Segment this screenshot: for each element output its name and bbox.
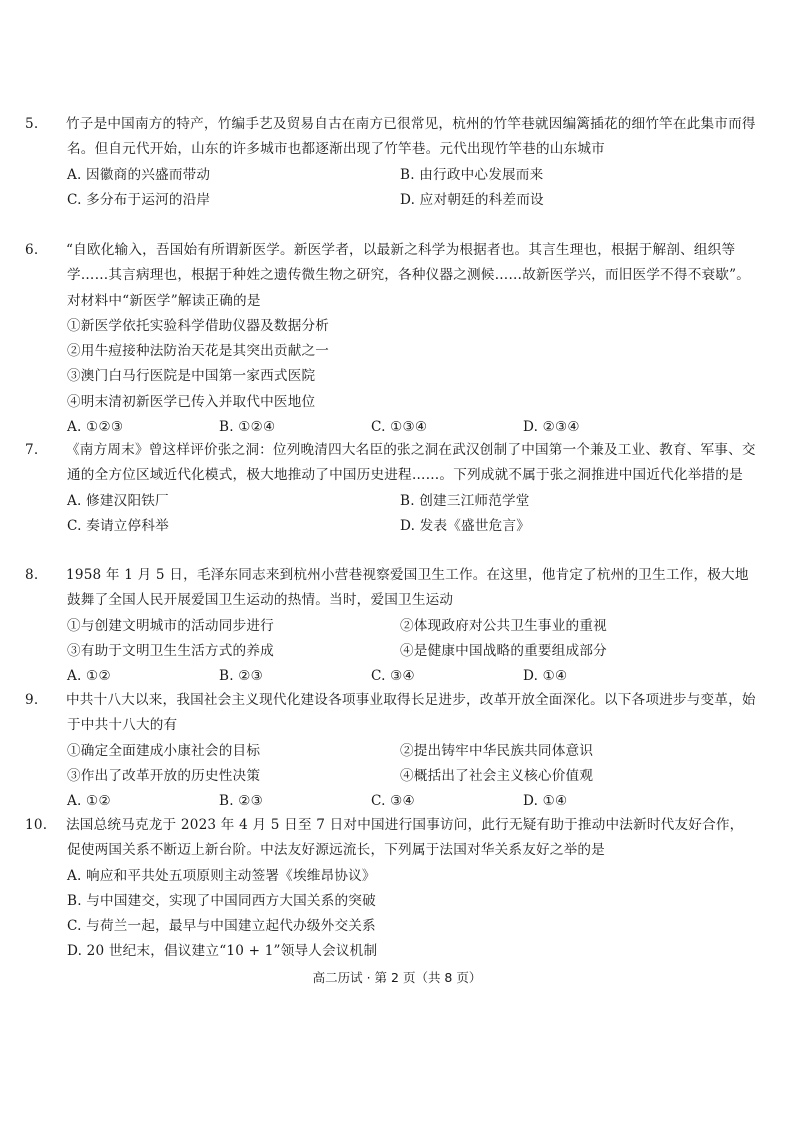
options-row — [46, 163, 756, 188]
question-6 — [25, 238, 756, 440]
options-row — [46, 514, 756, 539]
option-c: C. 多分布于运河的沿岸 — [67, 191, 211, 208]
statement-item: ②体现政府对公共卫生事业的重视 — [400, 617, 607, 634]
question-8 — [25, 563, 756, 689]
question-stem: 法国总统马克龙于 2023 年 4 月 5 日至 7 日对中国进行国事访问，此行无疑有助于推动中法新时代友好合作，促使两国关系不断迈上新台阶。中法友好源远流长，下列属于法国对华关系友好之举的是 — [66, 817, 744, 859]
options-row — [46, 188, 756, 213]
option-a: A. 响应和平共处五项原则主动签署《埃维昂协议》 — [67, 867, 376, 884]
question-stem: 竹子是中国南方的特产，竹编手艺及贸易自古在南方已很常见，杭州的竹竿巷就因编篱插花的细竹竿在此集市而得名。但自元代开始，山东的许多城市也都逐渐出现了竹竿巷。元代出现竹竿巷的山东城市 — [66, 116, 756, 158]
question-stem: “自欧化输入，吾国始有所谓新医学。新医学者，以最新之科学为根据者也。其言生理也，根据于解剖、组织等学……其言病理也，根据于种姓之遗传微生物之研究，各种仪器之测候……故新医学兴，而旧医学不得不衰歇”。对材料中“新医学”解读正确的是 — [66, 242, 751, 309]
options-row — [46, 789, 756, 814]
option-b: B. 与中国建交，实现了中国同西方大国关系的突破 — [67, 892, 376, 909]
question-number: 8. — [25, 567, 39, 583]
statements-row — [46, 739, 756, 764]
question-number: 9. — [25, 692, 39, 708]
option-d: D. ①④ — [523, 793, 568, 810]
statements-row — [46, 614, 756, 639]
option-b: B. ②③ — [219, 793, 264, 810]
statement-item: ③作出了改革开放的历史性决策 — [67, 767, 261, 784]
option-d: D. 应对朝廷的科差而设 — [400, 191, 544, 208]
question-number: 6. — [25, 242, 39, 258]
option-a: A. ①② — [67, 793, 111, 810]
question-7 — [25, 438, 756, 539]
options-row — [46, 415, 756, 440]
question-stem: 《南方周末》曾这样评价张之洞：位列晚清四大名臣的张之洞在武汉创制了中国第一个兼及工业、教育、军事、交通的全方位区域近代化模式，极大地推动了中国历史进程……。下列成就不属于张之洞推进中国近代化举措的是 — [66, 442, 756, 484]
question-5 — [25, 112, 756, 213]
statement-item: ④概括出了社会主义核心价值观 — [400, 767, 594, 784]
question-stem: 中共十八大以来，我国社会主义现代化建设各项事业取得长足进步，改革开放全面深化。以下各项进步与变革，始于中共十八大的有 — [66, 692, 756, 734]
statement-item: ②提出铸牢中华民族共同体意识 — [400, 742, 594, 759]
statement-item: ①确定全面建成小康社会的目标 — [67, 742, 261, 759]
question-number: 7. — [25, 442, 39, 458]
option-d: D. 20 世纪末，倡议建立“10 + 1”领导人会议机制 — [67, 943, 378, 960]
option-b: B. ②③ — [219, 668, 264, 685]
question-number: 5. — [25, 116, 39, 132]
option-a: A. ①② — [67, 668, 111, 685]
page-footer: 高二历试 · 第 2 页（共 8 页） — [312, 970, 482, 985]
option-a: A. 修建汉阳铁厂 — [67, 492, 169, 509]
statement-item: ④明末清初新医学已传入并取代中医地位 — [67, 393, 316, 410]
statement-item: ③澳门白马行医院是中国第一家西式医院 — [67, 368, 316, 385]
statements-row — [46, 639, 756, 664]
options-row — [46, 664, 756, 689]
option-d: D. ②③④ — [523, 419, 580, 436]
question-stem: 1958 年 1 月 5 日，毛泽东同志来到杭州小营巷视察爱国卫生工作。在这里，他肯定了杭州的卫生工作，极大地鼓舞了全国人民开展爱国卫生运动的热情。当时，爱国卫生运动 — [66, 567, 749, 609]
option-b: B. ①②④ — [219, 419, 276, 436]
question-number: 10. — [25, 817, 48, 833]
option-c: C. ③④ — [371, 793, 415, 810]
question-10 — [25, 813, 756, 965]
option-c: C. 与荷兰一起，最早与中国建立起代办级外交关系 — [67, 918, 376, 935]
option-d: D. ①④ — [523, 668, 568, 685]
question-9 — [25, 688, 756, 814]
statements-row — [46, 764, 756, 789]
option-c: C. ①③④ — [371, 419, 428, 436]
statement-item: ①与创建文明城市的活动同步进行 — [67, 617, 274, 634]
statement-item: ④是健康中国战略的重要组成部分 — [400, 642, 607, 659]
statement-item: ②用牛痘接种法防治天花是其突出贡献之一 — [67, 343, 330, 360]
option-c: C. ③④ — [371, 668, 415, 685]
option-d: D. 发表《盛世危言》 — [400, 517, 531, 534]
options-row — [46, 489, 756, 514]
option-a: A. ①②③ — [67, 419, 124, 436]
statement-item: ①新医学依托实验科学借助仪器及数据分析 — [67, 317, 330, 334]
option-b: B. 由行政中心发展而来 — [400, 166, 544, 183]
option-c: C. 奏请立停科举 — [67, 517, 169, 534]
statement-item: ③有助于文明卫生生活方式的养成 — [67, 642, 274, 659]
option-a: A. 因徽商的兴盛而带动 — [67, 166, 211, 183]
option-b: B. 创建三江师范学堂 — [400, 492, 530, 509]
